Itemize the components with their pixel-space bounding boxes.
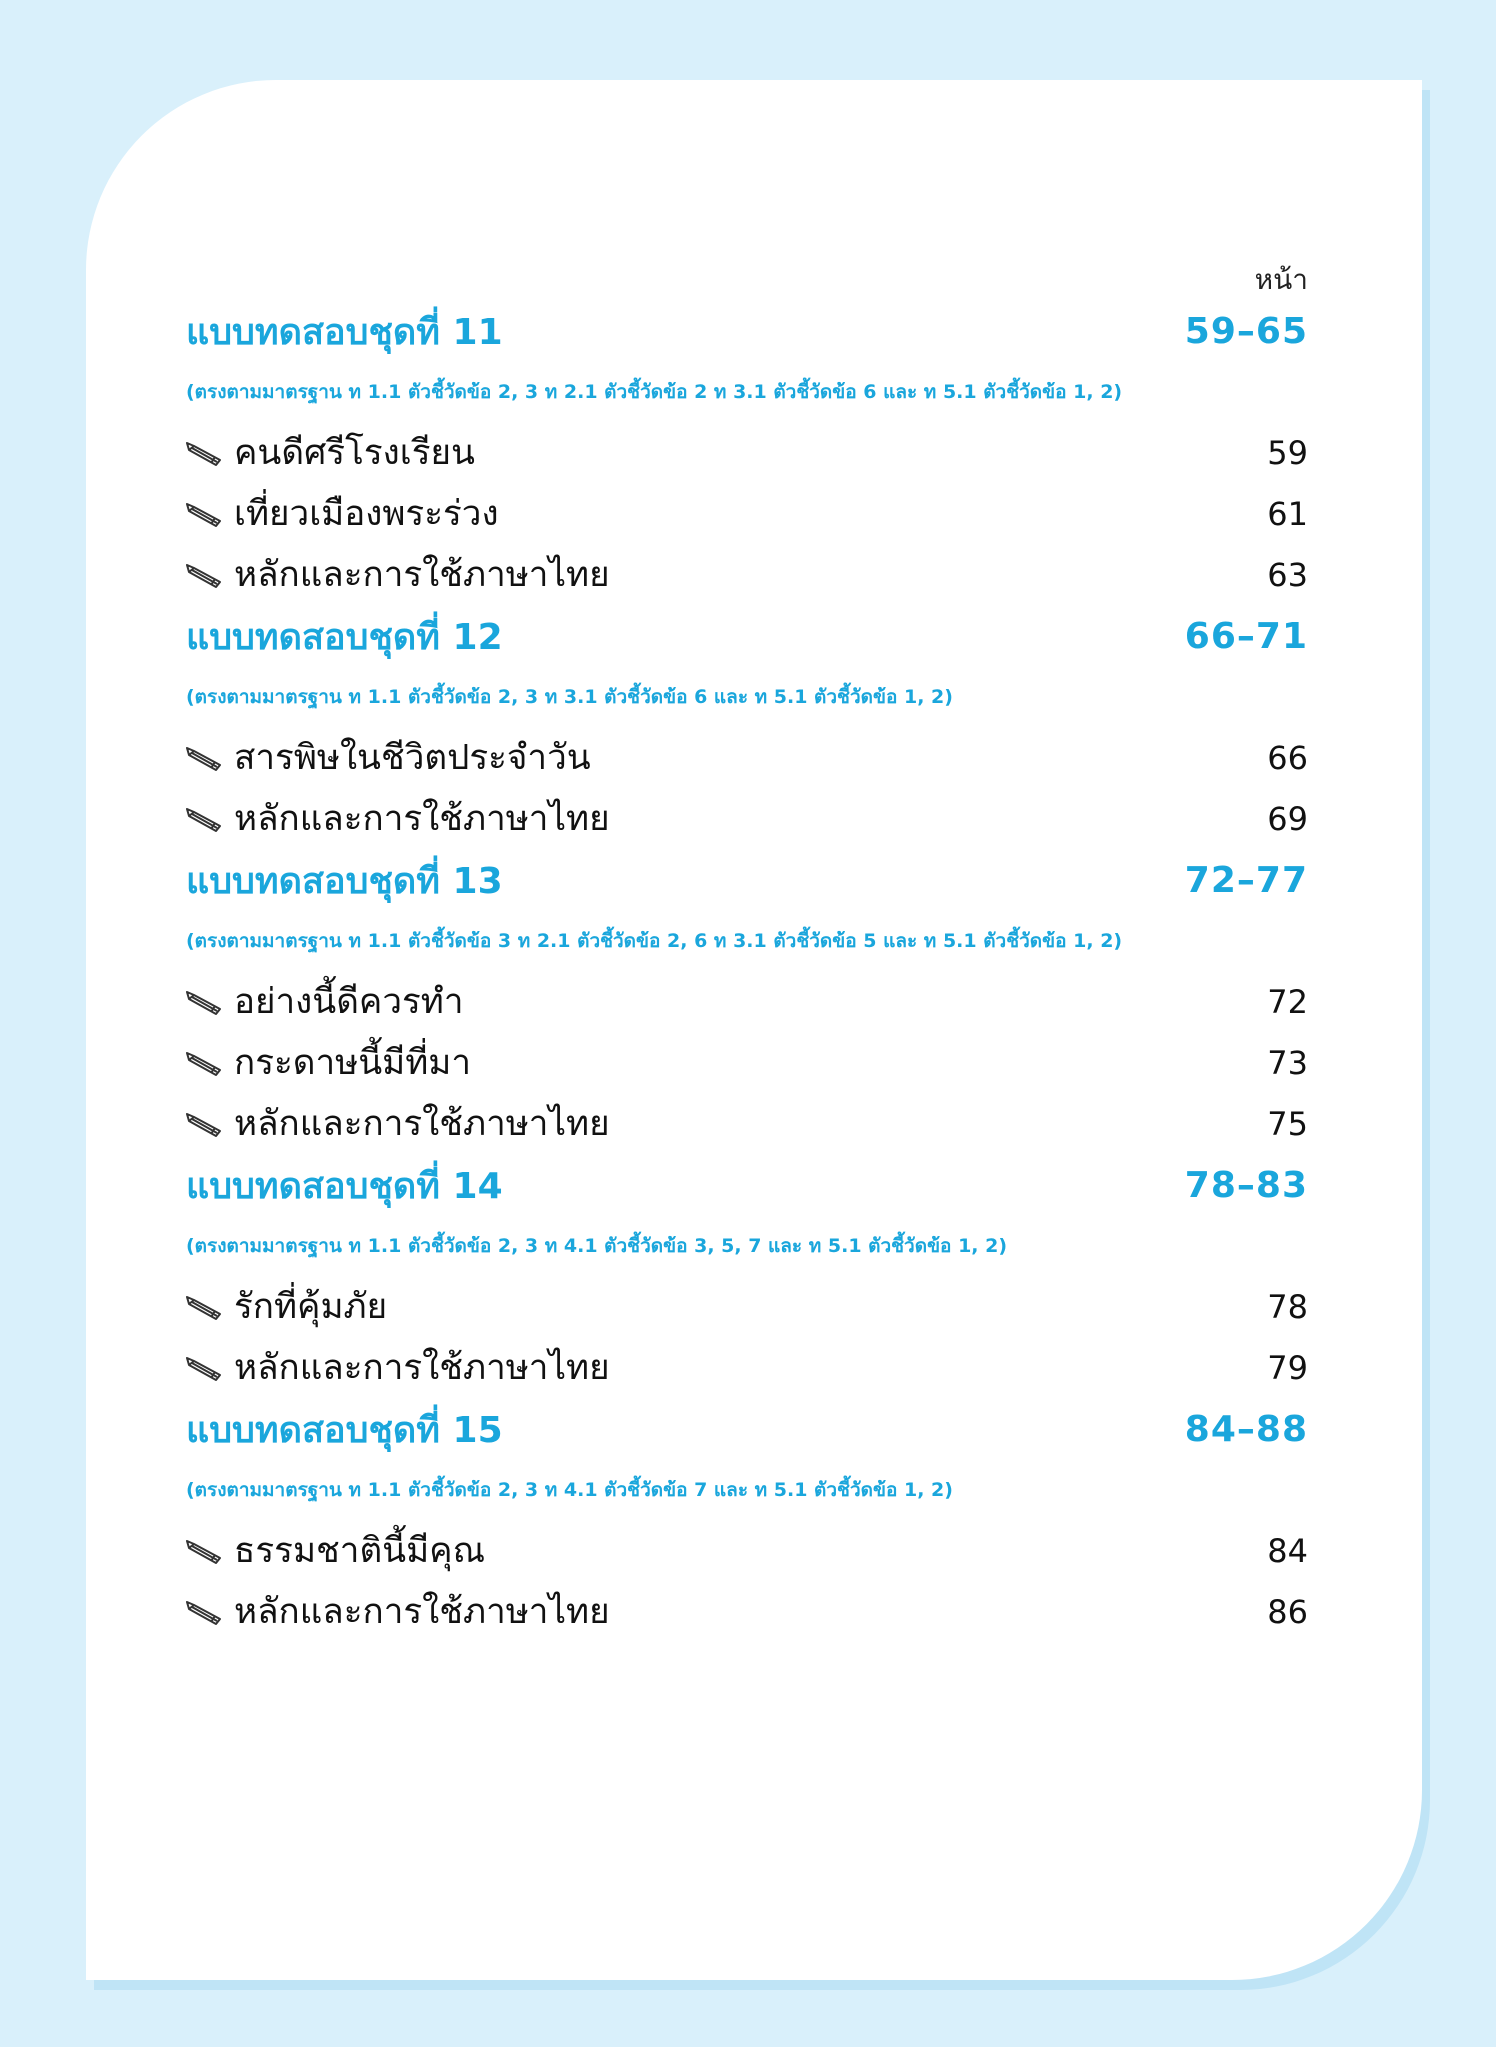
toc-item[interactable] — [186, 422, 1308, 483]
section-heading[interactable] — [186, 605, 1308, 667]
toc-item-left — [186, 791, 610, 846]
section-page-range: 78–83 — [1184, 1164, 1308, 1206]
toc-item-page: 63 — [1267, 555, 1308, 594]
table-of-contents — [186, 260, 1308, 1642]
section-title: แบบทดสอบชุดที่ 14 — [186, 1165, 503, 1207]
toc-item-label: สารพิษในชีวิตประจำวัน — [234, 738, 591, 778]
toc-item-page: 66 — [1267, 738, 1308, 777]
toc-item-page: 78 — [1267, 1287, 1308, 1326]
toc-item-label: หลักและการใช้ภาษาไทย — [234, 1592, 610, 1632]
toc-item-left — [186, 486, 499, 541]
pencil-icon — [186, 499, 224, 529]
toc-item-left — [186, 730, 591, 785]
pencil-icon — [186, 1597, 224, 1627]
toc-item-label: เที่ยวเมืองพระร่วง — [234, 494, 499, 534]
toc-item[interactable] — [186, 788, 1308, 849]
toc-item[interactable] — [186, 483, 1308, 544]
toc-item-left — [186, 974, 464, 1029]
toc-item-left — [186, 425, 475, 480]
pencil-icon — [186, 1353, 224, 1383]
toc-item[interactable] — [186, 727, 1308, 788]
toc-item-label: อย่างนี้ดีควรทำ — [234, 982, 464, 1022]
toc-item-label: หลักและการใช้ภาษาไทย — [234, 1104, 610, 1144]
toc-item-page: 73 — [1267, 1043, 1308, 1082]
section-page-range: 84–88 — [1184, 1408, 1308, 1450]
toc-item[interactable] — [186, 1337, 1308, 1398]
toc-item-page: 59 — [1267, 433, 1308, 472]
toc-item-page: 72 — [1267, 982, 1308, 1021]
toc-item-label: หลักและการใช้ภาษาไทย — [234, 1348, 610, 1388]
toc-item-label: หลักและการใช้ภาษาไทย — [234, 799, 610, 839]
section-title: แบบทดสอบชุดที่ 12 — [186, 616, 503, 658]
pencil-icon — [186, 438, 224, 468]
toc-item-label: หลักและการใช้ภาษาไทย — [234, 555, 610, 595]
toc-item-left — [186, 1279, 387, 1334]
toc-item[interactable] — [186, 971, 1308, 1032]
section-items — [186, 971, 1308, 1154]
section-page-range: 66–71 — [1184, 615, 1308, 657]
section-standard-note: (ตรงตามมาตรฐาน ท 1.1 ตัวชี้วัดข้อ 2, 3 ท 2.1 ตัวชี้วัดข้อ 2 ท 3.1 ตัวชี้วัดข้อ 6 และ ท 5.1 ตัวชี้วัดข้อ 1, 2) — [186, 381, 1123, 403]
toc-item[interactable] — [186, 1520, 1308, 1581]
toc-item-label: ธรรมชาตินี้มีคุณ — [234, 1531, 486, 1571]
section-title: แบบทดสอบชุดที่ 15 — [186, 1409, 503, 1451]
section-standard-note: (ตรงตามมาตรฐาน ท 1.1 ตัวชี้วัดข้อ 3 ท 2.1 ตัวชี้วัดข้อ 2, 6 ท 3.1 ตัวชี้วัดข้อ 5 และ ท 5.1 ตัวชี้วัดข้อ 1, 2) — [186, 930, 1123, 952]
pencil-icon — [186, 1048, 224, 1078]
toc-item[interactable] — [186, 1093, 1308, 1154]
pencil-icon — [186, 743, 224, 773]
toc-item-page: 79 — [1267, 1348, 1308, 1387]
toc-section-5 — [186, 1398, 1308, 1642]
section-title: แบบทดสอบชุดที่ 13 — [186, 860, 503, 902]
pencil-icon — [186, 804, 224, 834]
toc-item-page: 61 — [1267, 494, 1308, 533]
section-standard-note: (ตรงตามมาตรฐาน ท 1.1 ตัวชี้วัดข้อ 2, 3 ท 4.1 ตัวชี้วัดข้อ 3, 5, 7 และ ท 5.1 ตัวชี้วัดข้อ 1, 2) — [186, 1235, 1008, 1257]
pencil-icon — [186, 987, 224, 1017]
pencil-icon — [186, 1536, 224, 1566]
page-column-label: หน้า — [1254, 263, 1308, 296]
toc-item[interactable] — [186, 1276, 1308, 1337]
toc-section-2 — [186, 605, 1308, 849]
section-title: แบบทดสอบชุดที่ 11 — [186, 311, 503, 353]
toc-item-left — [186, 1096, 610, 1151]
toc-section-1 — [186, 300, 1308, 605]
toc-item[interactable] — [186, 544, 1308, 605]
section-items — [186, 1276, 1308, 1398]
toc-item-page: 75 — [1267, 1104, 1308, 1143]
toc-item-page: 84 — [1267, 1531, 1308, 1570]
toc-section-3 — [186, 849, 1308, 1154]
toc-section-4 — [186, 1154, 1308, 1398]
toc-item-left — [186, 1035, 471, 1090]
toc-item-page: 69 — [1267, 799, 1308, 838]
pencil-icon — [186, 1109, 224, 1139]
section-standard-note: (ตรงตามมาตรฐาน ท 1.1 ตัวชี้วัดข้อ 2, 3 ท 3.1 ตัวชี้วัดข้อ 6 และ ท 5.1 ตัวชี้วัดข้อ 1, 2) — [186, 686, 953, 708]
toc-item-label: กระดาษนี้มีที่มา — [234, 1043, 472, 1083]
toc-item-label: รักที่คุ้มภัย — [234, 1287, 388, 1327]
section-page-range: 59–65 — [1184, 310, 1308, 352]
section-heading[interactable] — [186, 1398, 1308, 1460]
section-items — [186, 1520, 1308, 1642]
pencil-icon — [186, 1292, 224, 1322]
section-standard-note: (ตรงตามมาตรฐาน ท 1.1 ตัวชี้วัดข้อ 2, 3 ท 4.1 ตัวชี้วัดข้อ 7 และ ท 5.1 ตัวชี้วัดข้อ 1, 2) — [186, 1479, 953, 1501]
toc-item-label: คนดีศรีโรงเรียน — [234, 433, 475, 473]
toc-item-page: 86 — [1267, 1592, 1308, 1631]
section-page-range: 72–77 — [1184, 859, 1308, 901]
toc-item-left — [186, 1523, 485, 1578]
toc-item[interactable] — [186, 1032, 1308, 1093]
toc-item-left — [186, 547, 610, 602]
pencil-icon — [186, 560, 224, 590]
toc-item-left — [186, 1584, 610, 1639]
section-heading[interactable] — [186, 849, 1308, 911]
toc-item[interactable] — [186, 1581, 1308, 1642]
page-sheet — [86, 80, 1422, 1980]
section-items — [186, 422, 1308, 605]
section-items — [186, 727, 1308, 849]
toc-item-left — [186, 1340, 610, 1395]
section-heading[interactable] — [186, 300, 1308, 362]
section-heading[interactable] — [186, 1154, 1308, 1216]
